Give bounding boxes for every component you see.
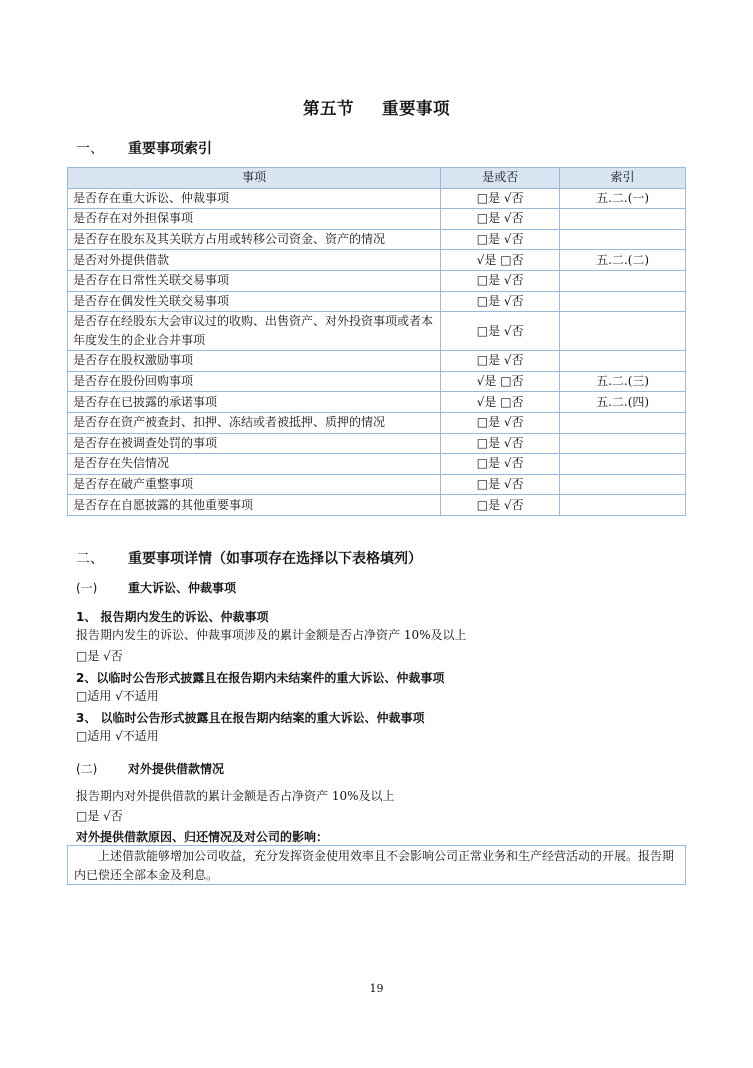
table-row <box>68 495 686 516</box>
matter-cell: 是否存在破产重整事项 <box>68 474 441 495</box>
index-cell <box>560 433 686 454</box>
header-item: 事项 <box>68 168 441 189</box>
table-row <box>68 209 686 230</box>
index-cell <box>560 454 686 475</box>
section-title <box>0 95 753 119</box>
subsection2-title: 对外提供借款情况 <box>128 762 225 776</box>
choice-cell: □是 √否 <box>441 312 560 351</box>
index-cell <box>560 474 686 495</box>
section2-heading <box>76 548 422 568</box>
table-row <box>68 250 686 271</box>
index-cell <box>560 229 686 250</box>
litigation-q2-choice: □适用 √不适用 <box>76 689 159 703</box>
choice-cell: √是 □否 <box>441 250 560 271</box>
choice-cell: □是 √否 <box>441 474 560 495</box>
index-cell: 五.二.(二) <box>560 250 686 271</box>
loan-reason-title: 对外提供借款原因、归还情况及对公司的影响： <box>76 830 329 844</box>
litigation-q2-title: 2、以临时公告形式披露且在报告期内未结案件的重大诉讼、仲裁事项 <box>76 671 445 685</box>
choice-cell: □是 √否 <box>441 412 560 433</box>
subsection1-title: 重大诉讼、仲裁事项 <box>128 581 237 595</box>
matter-cell: 是否存在失信情况 <box>68 454 441 475</box>
index-cell <box>560 270 686 291</box>
subsection2-heading <box>76 760 224 777</box>
matter-cell: 是否存在偶发性关联交易事项 <box>68 291 441 312</box>
matter-cell: 是否存在对外担保事项 <box>68 209 441 230</box>
choice-cell: □是 √否 <box>441 229 560 250</box>
table-row <box>68 412 686 433</box>
choice-cell: □是 √否 <box>441 433 560 454</box>
litigation-q1-choice: □是 √否 <box>76 649 123 663</box>
loan-reason-box <box>67 845 686 885</box>
table-row <box>68 351 686 372</box>
index-cell <box>560 351 686 372</box>
table-header-row <box>68 168 686 189</box>
matter-cell: 是否对外提供借款 <box>68 250 441 271</box>
index-cell: 五.二.(四) <box>560 392 686 413</box>
table-row <box>68 229 686 250</box>
subsection1-heading <box>76 579 236 596</box>
matter-cell: 是否存在股权激励事项 <box>68 351 441 372</box>
section2-title: 重要事项详情（如事项存在选择以下表格填列） <box>128 551 422 567</box>
index-cell <box>560 495 686 516</box>
litigation-q3-choice: □适用 √不适用 <box>76 729 159 743</box>
matter-cell: 是否存在资产被查封、扣押、冻结或者被抵押、质押的情况 <box>68 412 441 433</box>
table-row <box>68 270 686 291</box>
loan-reason-text: 上述借款能够增加公司收益，充分发挥资金使用效率且不会影响公司正常业务和生产经营活动的开展。报告期内已偿还全部本金及利息。 <box>74 849 675 882</box>
index-cell: 五.二.(三) <box>560 371 686 392</box>
table-row <box>68 474 686 495</box>
choice-cell: □是 √否 <box>441 291 560 312</box>
matter-cell: 是否存在日常性关联交易事项 <box>68 270 441 291</box>
page-number: 19 <box>369 982 384 995</box>
table-row <box>68 291 686 312</box>
section1-title: 重要事项索引 <box>128 141 212 157</box>
choice-cell: □是 √否 <box>441 270 560 291</box>
section2-number: 二、 <box>76 551 104 567</box>
litigation-q1-title: 1、 报告期内发生的诉讼、仲裁事项 <box>76 610 269 624</box>
matter-cell: 是否存在股东及其关联方占用或转移公司资金、资产的情况 <box>68 229 441 250</box>
matter-cell: 是否存在股份回购事项 <box>68 371 441 392</box>
matter-cell: 是否存在自愿披露的其他重要事项 <box>68 495 441 516</box>
litigation-q1-text: 报告期内发生的诉讼、仲裁事项涉及的累计金额是否占净资产 10%及以上 <box>76 628 467 642</box>
matter-cell: 是否存在已披露的承诺事项 <box>68 392 441 413</box>
choice-cell: □是 √否 <box>441 454 560 475</box>
loan-question-text: 报告期内对外提供借款的累计金额是否占净资产 10%及以上 <box>76 789 395 803</box>
index-cell <box>560 412 686 433</box>
index-cell <box>560 291 686 312</box>
header-index: 索引 <box>560 168 686 189</box>
index-cell <box>560 209 686 230</box>
choice-cell: √是 □否 <box>441 392 560 413</box>
table-row <box>68 312 686 351</box>
table-row <box>68 188 686 209</box>
litigation-q3-title: 3、 以临时公告形式披露且在报告期内结案的重大诉讼、仲裁事项 <box>76 711 425 725</box>
index-cell <box>560 312 686 351</box>
index-cell: 五.二.(一) <box>560 188 686 209</box>
subsection1-number: (一) <box>76 581 98 595</box>
table-row <box>68 433 686 454</box>
subsection2-number: (二) <box>76 762 98 776</box>
loan-question-choice: □是 √否 <box>76 809 123 823</box>
matters-index-table <box>67 167 686 516</box>
section-number: 第五节 <box>303 99 354 118</box>
section-name: 重要事项 <box>382 99 450 118</box>
section1-number: 一、 <box>76 141 104 157</box>
table-row <box>68 371 686 392</box>
matter-cell: 是否存在重大诉讼、仲裁事项 <box>68 188 441 209</box>
matter-cell: 是否存在经股东大会审议过的收购、出售资产、对外投资事项或者本年度发生的企业合并事项 <box>68 312 441 351</box>
table-row <box>68 454 686 475</box>
choice-cell: □是 √否 <box>441 188 560 209</box>
header-choice: 是或否 <box>441 168 560 189</box>
matter-cell: 是否存在被调查处罚的事项 <box>68 433 441 454</box>
choice-cell: □是 √否 <box>441 351 560 372</box>
section1-heading <box>76 138 212 158</box>
choice-cell: □是 √否 <box>441 495 560 516</box>
choice-cell: □是 √否 <box>441 209 560 230</box>
table-row <box>68 392 686 413</box>
choice-cell: √是 □否 <box>441 371 560 392</box>
